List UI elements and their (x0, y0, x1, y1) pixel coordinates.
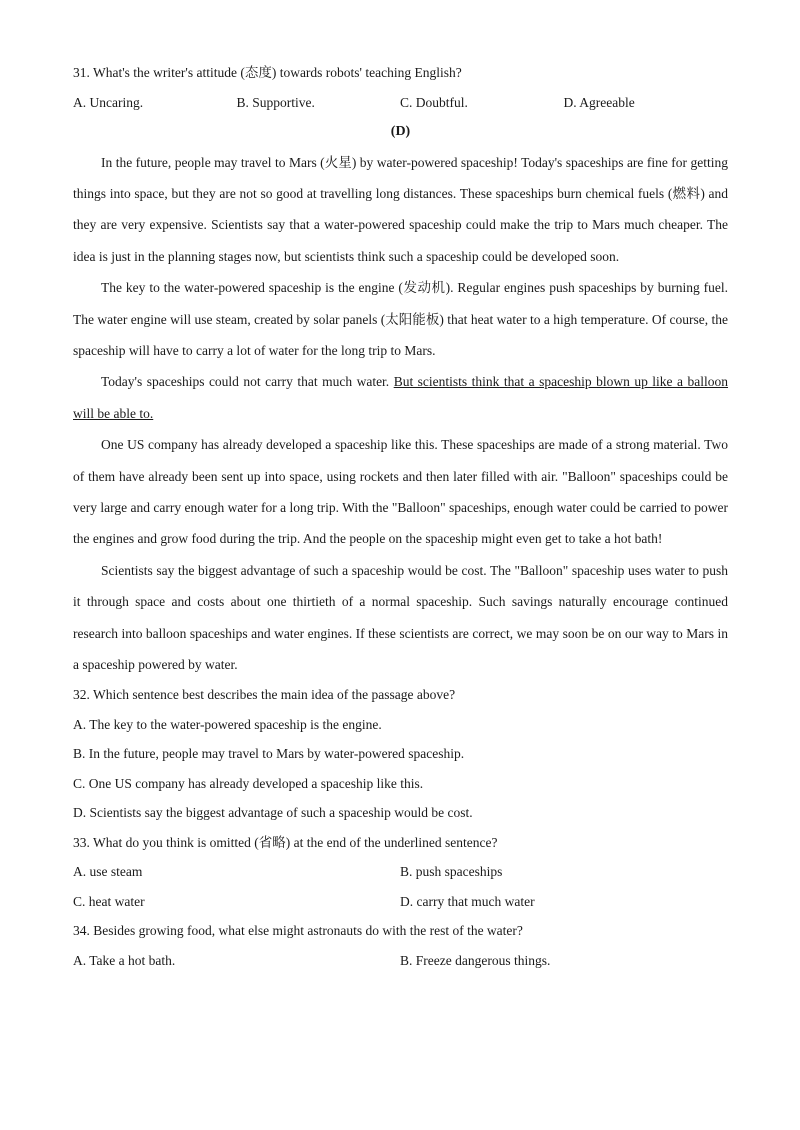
section-title: (D) (390, 124, 411, 139)
passage-paragraph-4: One US company has already developed a spaceship like this. These spaceships are made of a strong material. Two of them have already been sent up into space, using rockets and then later filled with air. "Balloon" spaceships could be very large and carry enough water for a long trip. With the "Balloon" spaceships, enough water could be carried to power the engines and grow food during the trip. And the people on the spaceship might even get to take a hot bath! (73, 437, 728, 547)
option-b: B. Supportive. (236, 94, 315, 110)
question-31: 31. What's the writer's attitude (态度) towards robots' teaching English? (73, 65, 462, 80)
paragraph-3-text: Today's spaceships could not carry that much water. (101, 374, 394, 390)
question-31-options (73, 88, 728, 118)
passage-paragraph-3 (73, 366, 728, 429)
option-c: C. Doubtful. (400, 94, 468, 110)
option-d: D. Scientists say the biggest advantage of such a spaceship would be cost. (73, 805, 473, 821)
option-a: A. Uncaring. (73, 94, 144, 110)
option-b: B. push spaceships (400, 864, 503, 880)
option-b: B. Freeze dangerous things. (400, 952, 551, 968)
question-33-options-row-1 (73, 857, 728, 887)
passage-paragraph-5: Scientists say the biggest advantage of such a spaceship would be cost. The "Balloon" spaceship uses water to push it through space and costs about one thirtieth of a normal spaceship. Such savings naturally encourage continued research into balloon spaceships and water engines. If these scientists are correct, we may soon be on our way to Mars in a spaceship powered by water. (73, 562, 728, 672)
option-c: C. heat water (73, 893, 145, 909)
option-c: C. One US company has already developed a spaceship like this. (73, 775, 424, 791)
question-32: 32. Which sentence best describes the main idea of the passage above? (73, 687, 456, 703)
option-a: A. The key to the water-powered spaceship is the engine. (73, 716, 382, 732)
underlined-sentence: But scientists think that a spaceship blown up like a balloon will be able to. (73, 374, 729, 421)
option-b: B. In the future, people may travel to Mars by water-powered spaceship. (73, 746, 465, 762)
passage-paragraph-1: In the future, people may travel to Mars (火星) by water-powered spaceship! Today's spaceships are fine for getting things into space, but they are not so good at travelling long distances. These spaceships burn chemical fuels (燃料) and they are very expensive. Scientists say that a water-powered spaceship could make the trip to Mars much cheaper. The idea is just in the planning stages now, but scientists think such a spaceship could be developed soon. (73, 154, 728, 264)
option-d: D. Agreeable (563, 94, 635, 110)
question-34: 34. Besides growing food, what else might astronauts do with the rest of the water? (73, 923, 523, 939)
option-d: D. carry that much water (400, 893, 535, 909)
option-a: A. Take a hot bath. (73, 952, 176, 968)
exam-page (73, 58, 728, 975)
question-33: 33. What do you think is omitted (省略) at the end of the underlined sentence? (73, 834, 498, 850)
question-33-options-row-2 (73, 887, 728, 917)
option-a: A. use steam (73, 864, 143, 880)
passage-paragraph-2: The key to the water-powered spaceship is the engine (发动机). Regular engines push spaceships by burning fuel. The water engine will use steam, created by solar panels (太阳能板) that heat water to a high temperature. Of course, the spaceship will have to carry a lot of water for the long trip to Mars. (73, 280, 728, 358)
question-34-options-row-1 (73, 946, 728, 976)
